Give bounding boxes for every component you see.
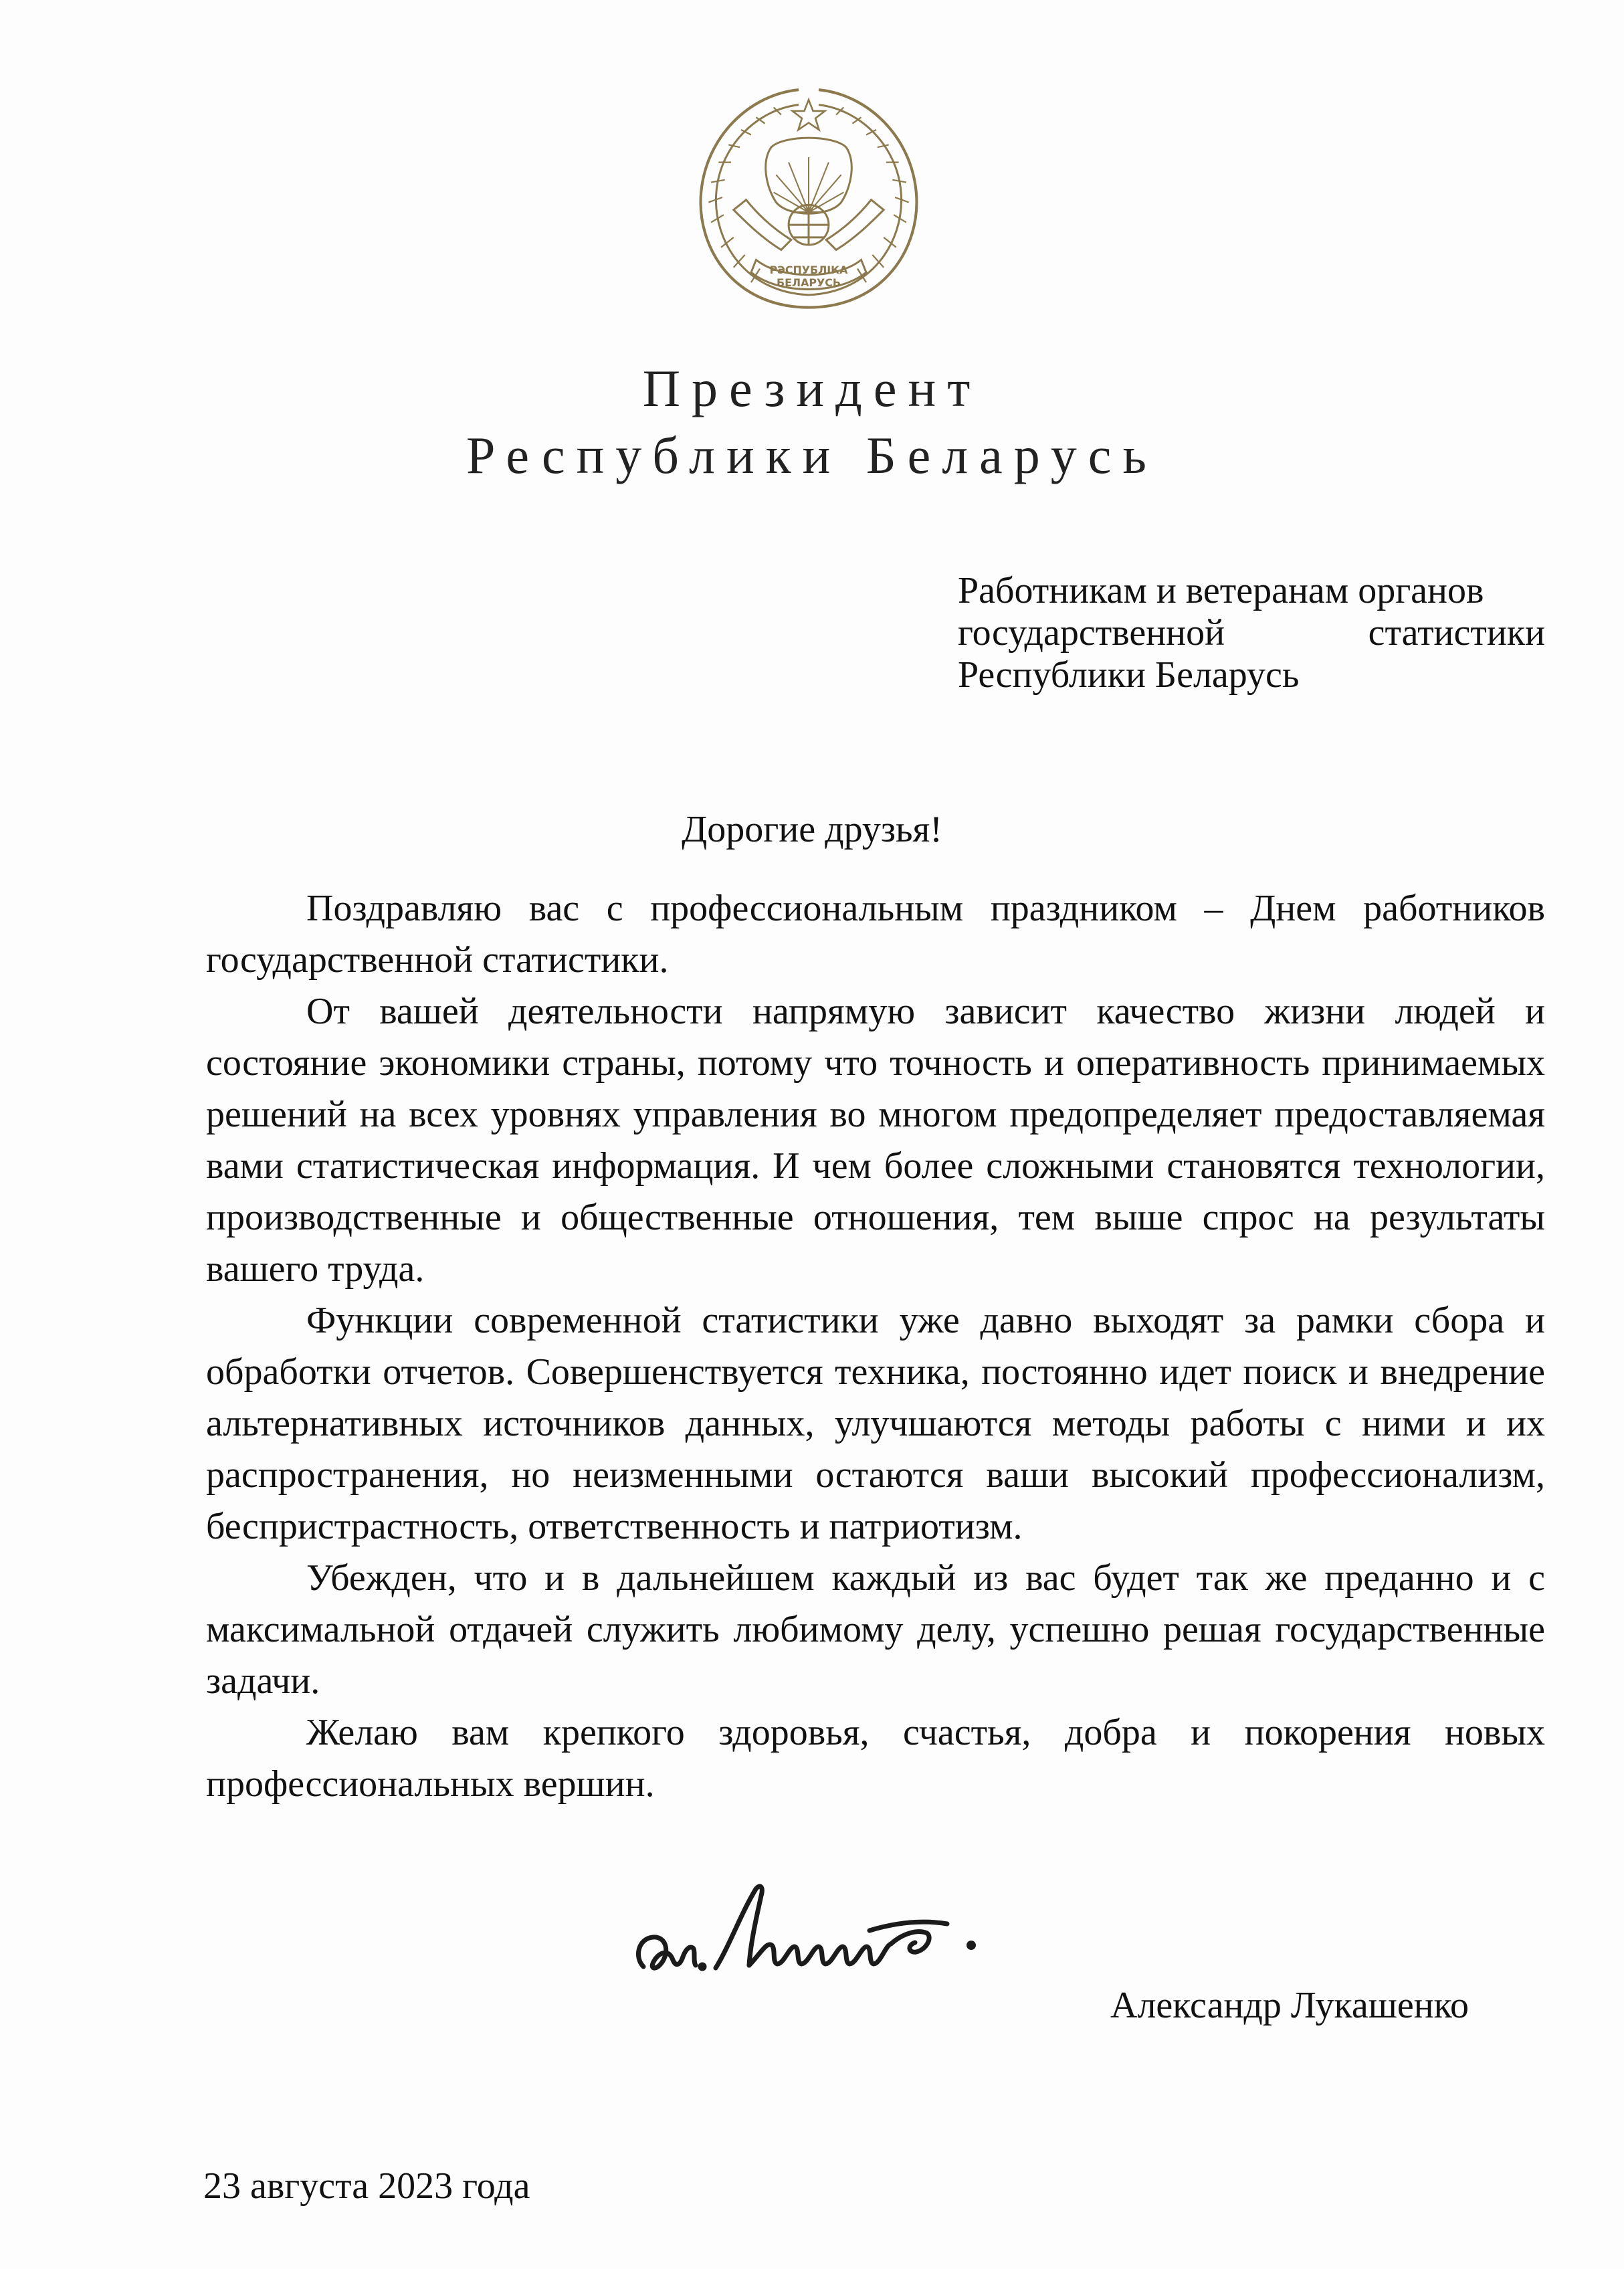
addressee-line1-text: Работникам и ветеранам органов	[958, 570, 1484, 611]
letterhead-title-line1: Президент	[642, 359, 982, 417]
letter-body	[206, 883, 1545, 1810]
addressee-line2-word2: статистики	[1368, 612, 1545, 654]
paragraph: Убежден, что и в дальнейшем каждый из вас будет так же преданно и с максимальной отдачей служить любимому делу, успешно решая государственные задачи.	[206, 1557, 1545, 1702]
signer-name: Александр Лукашенко	[1110, 1985, 1469, 2026]
letter-date: 23 августа 2023 года	[203, 2165, 530, 2207]
paragraph: Поздравляю вас с профессиональным праздником – Днем работников государственной статистики.	[206, 888, 1545, 981]
paragraph: Функции современной статистики уже давно выходят за рамки сбора и обработки отчетов. Совершенствуется техника, постоянно идет поиск и внедрение альтернативных источников данных, улучшаются методы работы с ними и их распространения, но неизменными остаются ваши высокий профессионализм, беспристрастность, ответственность и патриотизм.	[206, 1300, 1545, 1547]
addressee-line3: Республики Беларусь	[958, 654, 1300, 696]
addressee-line2	[958, 612, 1545, 654]
svg-text:БЕЛАРУСЬ: БЕЛАРУСЬ	[776, 276, 841, 289]
addressee-line1	[958, 570, 1545, 612]
paragraph: От вашей деятельности напрямую зависит качество жизни людей и состояние экономики страны, потому что точность и оперативность принимаемых решений на всех уровнях управления во многом предопределяет предоставляемая вами статистическая информация. И чем более сложными становятся технологии, производственные и общественные отношения, тем выше спрос на результаты вашего труда.	[206, 991, 1545, 1290]
svg-text:РЭСПУБЛІКА: РЭСПУБЛІКА	[769, 264, 848, 277]
coat-of-arms-emblem	[684, 72, 934, 322]
addressee-line2-word1: государственной	[958, 612, 1225, 654]
paragraph: Желаю вам крепкого здоровья, счастья, добра и покорения новых профессиональных вершин.	[206, 1712, 1545, 1805]
letterhead-title-line2: Республики Беларусь	[466, 426, 1158, 484]
handwritten-signature	[629, 1866, 1084, 2000]
greeting: Дорогие друзья!	[682, 809, 942, 850]
addressee-block	[958, 570, 1545, 696]
